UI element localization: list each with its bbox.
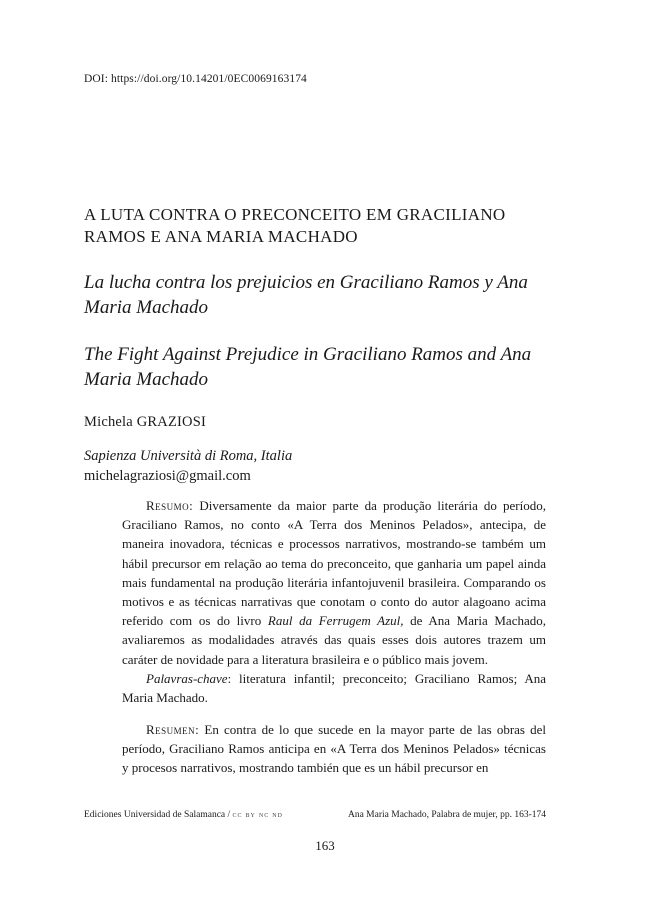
doi-line: DOI: https://doi.org/10.14201/0EC0069163174 bbox=[84, 73, 307, 85]
keywords-text: : literatura infantil; preconceito; Graciliano Ramos; Ana Maria Machado. bbox=[122, 671, 546, 706]
resumo-text-2: de Ana Maria Machado, avaliaremos as modalidades através das quais esses dois autores trazem um caráter de novidade para a literatura brasileira e o público mais jovem. bbox=[122, 613, 546, 667]
resumo-book-title: Raul da Ferrugem Azul, bbox=[267, 613, 404, 629]
footer-publisher: Ediciones Universidad de Salamanca / bbox=[84, 810, 233, 820]
resumo-label: Resumo: bbox=[146, 498, 194, 513]
resumo-text-1: Diversamente da maior parte da produção literária do período, Graciliano Ramos, no conto «A Terra dos Meninos Pelados», antecipa, de maneira inovadora, técnicas e processos narrativos, mostrando-se também um hábil precursor em relação ao tema do preconceito, que ganharia um papel ainda mais fundamental na produção literária infantojuvenil brasileira. Comparando os motivos e as técnicas narrativas que conotam o conto do autor alagoano acima referido com os do livro bbox=[122, 498, 546, 629]
resumen-paragraph bbox=[122, 720, 546, 778]
author-email: michelagraziosi@gmail.com bbox=[84, 468, 251, 484]
institution: Sapienza Università di Roma, Italia bbox=[84, 448, 293, 464]
article-title-spanish: La lucha contra los prejuicios en Graciliano Ramos y Ana Maria Machado bbox=[84, 272, 528, 318]
page-footer bbox=[84, 810, 546, 820]
footer-citation: Ana Maria Machado, Palabra de mujer, pp. 163-174 bbox=[347, 810, 546, 820]
resumen-text: En contra de lo que sucede en la mayor parte de las obras del período, Graciliano Ramos anticipa en «A Terra dos Meninos Pelados» técnicas y procesos narrativos, mostrando también que es un hábil precursor en bbox=[122, 722, 546, 776]
keywords-block bbox=[122, 669, 546, 707]
footer-license: cc by nc nd bbox=[232, 810, 283, 819]
footer-left bbox=[84, 810, 283, 820]
article-title-portuguese: A LUTA CONTRA O PRECONCEITO EM GRACILIANO RAMOS E ANA MARIA MACHADO bbox=[84, 205, 506, 246]
resumen-label: Resumen: bbox=[146, 722, 200, 737]
article-title-english: The Fight Against Prejudice in Graciliano Ramos and Ana Maria Machado bbox=[84, 344, 532, 390]
author-name: Michela GRAZIOSI bbox=[84, 414, 206, 430]
keywords-paragraph bbox=[122, 669, 546, 707]
abstract-portuguese bbox=[122, 496, 546, 669]
author-affiliation bbox=[84, 446, 292, 486]
resumo-paragraph bbox=[122, 496, 546, 669]
page-number: 163 bbox=[315, 838, 335, 853]
keywords-label: Palavras-chave bbox=[146, 671, 228, 686]
abstract-spanish bbox=[122, 720, 546, 778]
